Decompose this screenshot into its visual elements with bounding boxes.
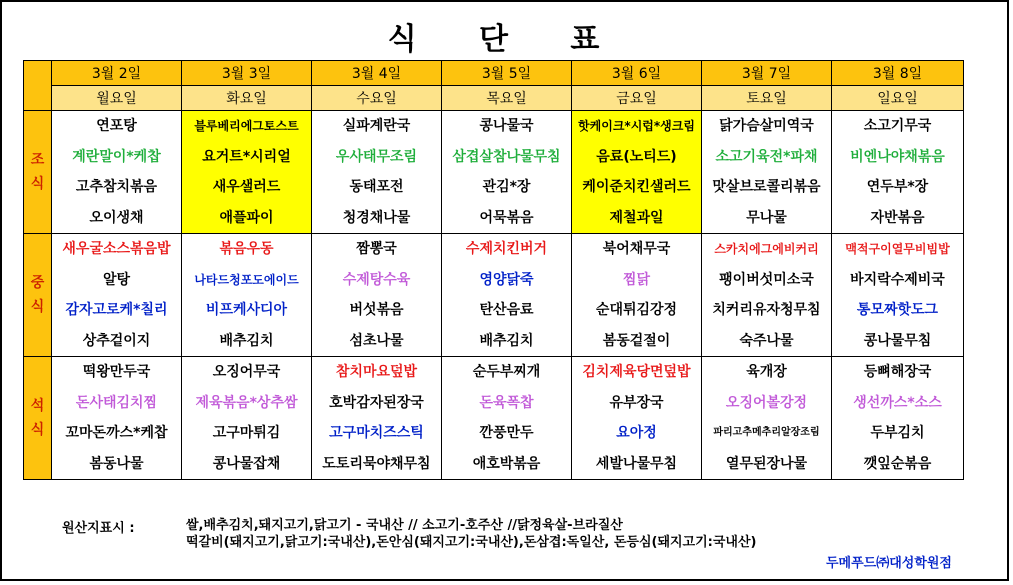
menu-item: 삼겹살참나물무침 xyxy=(452,148,561,165)
menu-item: 콩나물잡채 xyxy=(212,455,281,472)
menu-cell xyxy=(52,357,182,480)
menu-item: 참치마요덮밥 xyxy=(335,364,418,380)
weekday-cell: 화요일 xyxy=(182,86,312,111)
menu-item: 제육볶음*상추쌈 xyxy=(195,394,298,411)
menu-item: 떡왕만두국 xyxy=(82,364,151,380)
menu-item: 연포탕 xyxy=(96,118,137,134)
origin-text xyxy=(186,517,757,551)
menu-item: 콩나물무침 xyxy=(863,332,932,349)
menu-item: 계란말이*케찹 xyxy=(72,148,161,165)
weekday-cell: 금요일 xyxy=(572,86,702,111)
menu-item: 맛살브로콜리볶음 xyxy=(712,179,821,195)
menu-cell xyxy=(182,234,312,357)
menu-item: 호박감자된장국 xyxy=(329,394,424,411)
weekday-cell: 수요일 xyxy=(312,86,442,111)
date-cell: 3월 3일 xyxy=(182,61,312,86)
menu-item: 버섯볶음 xyxy=(349,302,404,318)
menu-item: 스카치에그에비커리 xyxy=(714,242,819,256)
menu-item: 감자고로케*칠리 xyxy=(65,302,168,318)
menu-cell xyxy=(52,234,182,357)
date-cell: 3월 6일 xyxy=(572,61,702,86)
brand-name: 두메푸드㈜대성학원점 xyxy=(825,556,952,571)
menu-item: 도토리묵야채무침 xyxy=(322,455,431,472)
menu-item: 북어채무국 xyxy=(602,241,671,257)
meal-label: 중 식 xyxy=(24,234,52,357)
menu-item: 연두부*장 xyxy=(866,179,929,195)
menu-item: 볶음우동 xyxy=(219,241,274,257)
menu-item: 꼬마돈까스*케찹 xyxy=(65,425,168,441)
menu-item: 세발나물무침 xyxy=(595,455,678,472)
menu-item: 순두부찌개 xyxy=(472,364,541,380)
menu-item: 상추겉이지 xyxy=(82,332,151,349)
menu-cell xyxy=(312,111,442,234)
origin-label: 원산지표시 : xyxy=(62,521,135,536)
menu-item: 제철과일 xyxy=(572,203,701,234)
menu-item: 블루베리에그토스트 xyxy=(182,111,311,142)
menu-item: 두부김치 xyxy=(870,425,925,441)
menu-item: 애호박볶음 xyxy=(472,455,541,472)
date-cell: 3월 8일 xyxy=(832,61,964,86)
menu-item: 김치제육당면덮밥 xyxy=(582,364,691,380)
weekday-cell: 월요일 xyxy=(52,86,182,111)
menu-item: 음료(노티드) xyxy=(572,142,701,173)
menu-item: 오징어무국 xyxy=(212,364,281,380)
menu-item: 유부장국 xyxy=(609,394,664,411)
corner-cell xyxy=(24,61,52,111)
menu-cell xyxy=(572,357,702,480)
meal-row xyxy=(24,111,964,234)
date-cell: 3월 2일 xyxy=(52,61,182,86)
menu-item: 순대튀김강정 xyxy=(595,302,678,318)
menu-item: 봄동나물 xyxy=(89,455,144,472)
menu-item: 어묵볶음 xyxy=(479,209,534,226)
menu-item: 소고기육전*파채 xyxy=(715,148,818,165)
menu-item: 수제치킨버거 xyxy=(465,241,548,257)
menu-table xyxy=(23,60,964,480)
menu-cell xyxy=(832,111,964,234)
menu-item: 요아정 xyxy=(616,425,657,441)
menu-item: 비프케사디아 xyxy=(205,302,288,318)
menu-item: 오징어볼강정 xyxy=(725,394,808,411)
menu-cell xyxy=(442,357,572,480)
menu-item: 고추참치볶음 xyxy=(75,179,158,195)
menu-item: 깐풍만두 xyxy=(479,425,534,441)
menu-cell xyxy=(442,111,572,234)
menu-item: 짬뽕국 xyxy=(356,241,397,257)
menu-item: 콩나물국 xyxy=(479,118,534,134)
menu-cell xyxy=(442,234,572,357)
menu-item: 고구마튀김 xyxy=(212,425,281,441)
menu-cell xyxy=(312,357,442,480)
menu-cell xyxy=(702,111,832,234)
menu-item: 수제탕수육 xyxy=(342,271,411,288)
date-row xyxy=(24,61,964,86)
menu-item: 돈사태김치찜 xyxy=(75,394,158,411)
menu-item: 깻잎순볶음 xyxy=(863,455,932,472)
menu-item: 애플파이 xyxy=(182,203,311,234)
menu-item: 비엔나야채볶음 xyxy=(850,148,945,165)
menu-item: 무나물 xyxy=(746,209,787,226)
menu-item: 고구마치즈스틱 xyxy=(329,425,424,441)
menu-item: 통모짜핫도그 xyxy=(856,302,939,318)
menu-item: 배추김치 xyxy=(479,332,534,349)
menu-item: 핫케이크*시럽*생크림 xyxy=(572,111,701,142)
meal-row xyxy=(24,357,964,480)
menu-item: 영양닭죽 xyxy=(479,271,534,288)
menu-item: 배추김치 xyxy=(219,332,274,349)
menu-item: 육개장 xyxy=(746,364,787,380)
menu-item: 생선까스*소스 xyxy=(853,394,942,411)
menu-item: 케이준치킨샐러드 xyxy=(572,172,701,203)
menu-item: 치커리유자청무침 xyxy=(712,302,821,318)
menu-cell xyxy=(572,111,702,234)
menu-cell xyxy=(702,357,832,480)
menu-item: 맥적구이열무비빔밥 xyxy=(845,242,950,256)
menu-item: 오이생채 xyxy=(89,209,144,226)
menu-cell xyxy=(312,234,442,357)
menu-item: 알탕 xyxy=(102,271,131,288)
page-title: 식 단 표 xyxy=(387,22,626,57)
menu-cell xyxy=(702,234,832,357)
menu-item: 등뼈해장국 xyxy=(863,364,932,380)
meal-label: 조 식 xyxy=(24,111,52,234)
menu-item: 새우샐러드 xyxy=(182,172,311,203)
menu-item: 열무된장나물 xyxy=(725,455,808,472)
menu-item: 찜닭 xyxy=(622,271,651,288)
menu-cell xyxy=(182,111,312,234)
origin-line-1: 쌀,배추김치,돼지고기,닭고기 - 국내산 // 소고기-호주산 //닭정육살-브라질산 xyxy=(186,518,623,533)
menu-cell xyxy=(52,111,182,234)
menu-item: 돈육폭찹 xyxy=(479,394,534,411)
menu-item: 숙주나물 xyxy=(739,332,794,349)
menu-cell xyxy=(832,234,964,357)
menu-item: 새우굴소스볶음밥 xyxy=(62,241,171,257)
menu-item: 실파계란국 xyxy=(342,118,411,134)
menu-item: 자반볶음 xyxy=(870,209,925,226)
weekday-cell: 토요일 xyxy=(702,86,832,111)
menu-cell xyxy=(182,357,312,480)
menu-item: 바지락수제비국 xyxy=(850,271,945,288)
menu-item: 동태포전 xyxy=(349,179,404,195)
menu-item: 탄산음료 xyxy=(479,302,534,318)
menu-item: 나타드청포도에이드 xyxy=(194,272,299,287)
date-cell: 3월 5일 xyxy=(442,61,572,86)
menu-item: 봄동겉절이 xyxy=(602,332,671,349)
menu-item: 소고기무국 xyxy=(863,118,932,134)
menu-item: 파리고추메추리알장조림 xyxy=(713,427,820,438)
menu-item: 닭가슴살미역국 xyxy=(719,118,814,134)
menu-cell xyxy=(832,357,964,480)
weekday-cell: 일요일 xyxy=(832,86,964,111)
weekday-row xyxy=(24,86,964,111)
weekday-cell: 목요일 xyxy=(442,86,572,111)
menu-item: 섬초나물 xyxy=(349,332,404,349)
menu-item: 우사태무조림 xyxy=(335,148,418,165)
meal-label: 석 식 xyxy=(24,357,52,480)
date-cell: 3월 4일 xyxy=(312,61,442,86)
menu-item: 청경채나물 xyxy=(342,209,411,226)
meal-row xyxy=(24,234,964,357)
date-cell: 3월 7일 xyxy=(702,61,832,86)
menu-item: 관김*장 xyxy=(482,179,531,195)
origin-line-2: 떡갈비(돼지고기,닭고기:국내산),돈안심(돼지고기:국내산),돈삼겹:독일산, 돈등심(돼지고기:국내산) xyxy=(186,535,757,550)
menu-item: 팽이버섯미소국 xyxy=(719,271,814,288)
menu-cell xyxy=(572,234,702,357)
menu-item: 요거트*시리얼 xyxy=(182,142,311,173)
